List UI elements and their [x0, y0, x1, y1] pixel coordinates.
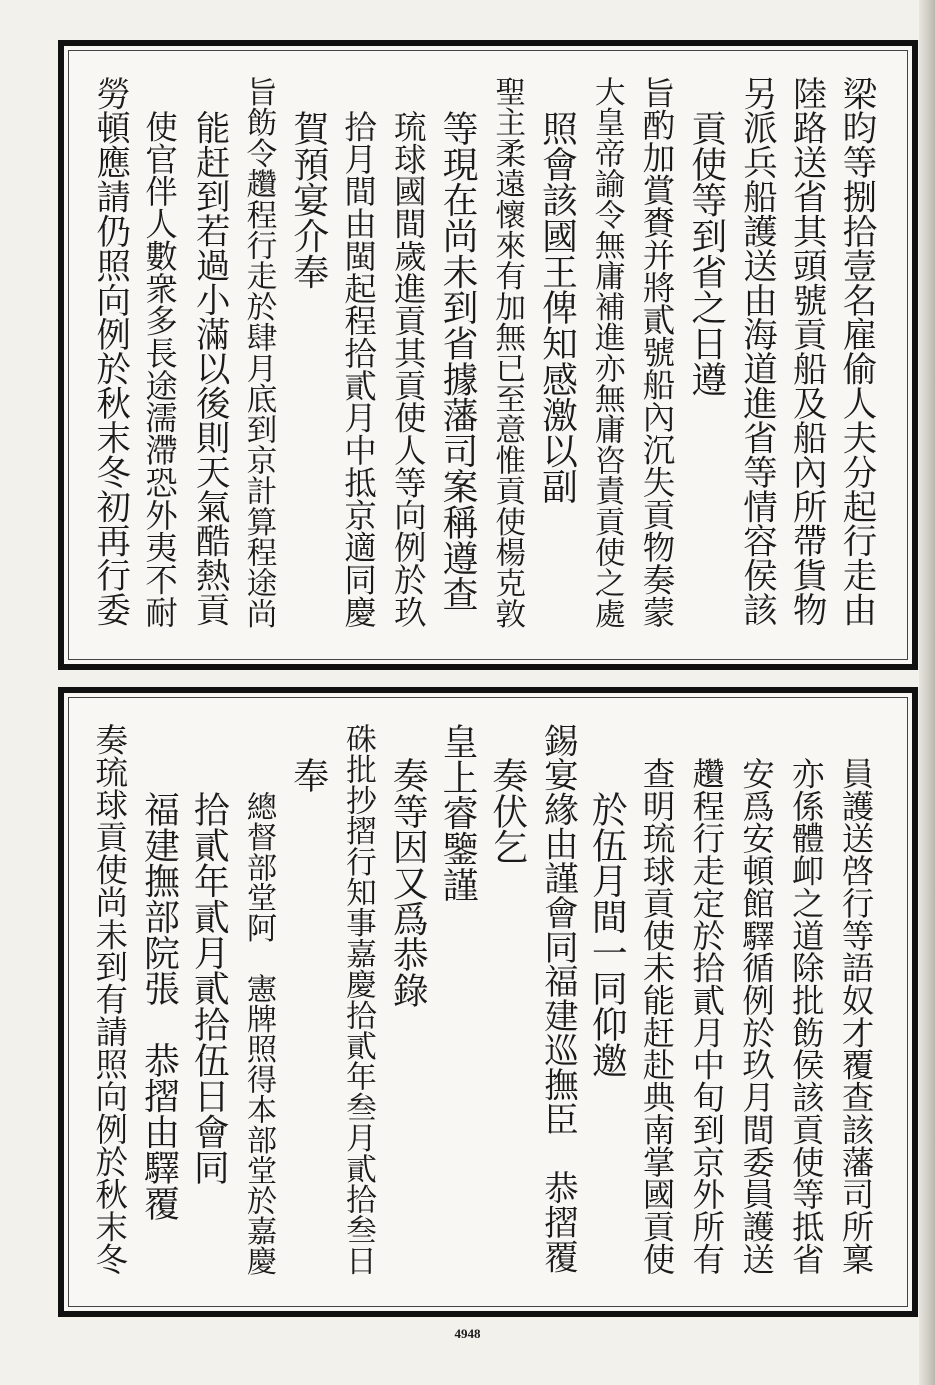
text-column: 拾月間由閩起程拾貳月中抵京適同慶 [339, 110, 378, 628]
top-document-panel [58, 40, 918, 670]
book-spine-edge [919, 0, 935, 1385]
text-column: 聖主柔遠懷來有加無已至意惟貢使楊克敦 [489, 76, 525, 629]
text-column: 使官伴人數衆多長途濡滯恐外夷不耐 [140, 110, 179, 628]
bottom-text-columns [84, 723, 880, 1291]
text-column: 硃批抄摺行知事嘉慶拾貳年叁月貳拾叁日 [340, 723, 376, 1276]
text-column: 奉 [287, 757, 329, 793]
text-column: 皇上睿鑒謹 [437, 723, 478, 903]
text-column: 員護送啓行等語奴才覆查該藩司所稟 [837, 757, 875, 1275]
text-column: 總督部堂阿 憲牌照得本部堂於嘉慶 [241, 791, 276, 1276]
text-column: 賀預宴介奉 [287, 110, 329, 290]
text-column: 亦係體卹之道除批飭侯該貢使等抵省 [787, 757, 826, 1275]
text-column: 能赶到若過小滿以後則天氣酷熱貢 [189, 110, 230, 627]
page-number: 4948 [454, 1326, 481, 1341]
bottom-document-panel [58, 687, 918, 1317]
text-column: 貢使等到省之日遵 [685, 110, 727, 397]
text-column: 另派兵船護送由海道進省等情容侯該 [736, 76, 777, 627]
text-column: 旨飭令趲程行走於肆月底到京計算程途尚 [241, 76, 276, 629]
text-column: 梁昀等捌拾壹名雇偷人夫分起行走由 [836, 76, 876, 627]
text-column: 奏伏乞 [486, 757, 528, 865]
text-column: 大皇帝諭令無庸補進亦無庸咨責貢使之處 [589, 76, 625, 629]
text-column: 等現在尚未到省據藩司案稱遵查 [437, 110, 478, 612]
text-column: 奏等因又爲恭錄 [387, 757, 429, 1008]
top-text-columns [84, 76, 880, 644]
text-column: 查明琉球貢使未能赶赴典南掌國貢使 [638, 757, 676, 1275]
text-column: 錫宴緣由謹會同福建巡撫臣 恭摺覆 [537, 723, 578, 1274]
text-column: 安爲安頓館驛循例於玖月間委員護送 [737, 757, 776, 1275]
text-column: 勞頓應請仍照向例於秋末冬初再行委 [89, 76, 130, 627]
text-column: 旨酌加賞賚并將貳號船內沉失貢物奏蒙 [638, 76, 676, 628]
text-column: 拾貳年貳月貳拾伍日會同 [188, 791, 230, 1186]
text-column: 琉球國間歲進貢其貢使人等向例於玖 [389, 110, 428, 628]
text-column: 奏琉球貢使尚未到有請照向例於秋末冬 [90, 723, 129, 1275]
text-column: 陸路送省其頭號貢船及船內所帶貨物 [786, 76, 827, 627]
text-column: 照會該國王俾知感激以副 [536, 110, 578, 505]
text-column: 福建撫部院張 恭摺由驛覆 [138, 791, 180, 1221]
text-column: 於伍月間一同仰邀 [586, 791, 628, 1078]
text-column: 趲程行走定於拾貳月中旬到京外所有 [687, 757, 726, 1275]
